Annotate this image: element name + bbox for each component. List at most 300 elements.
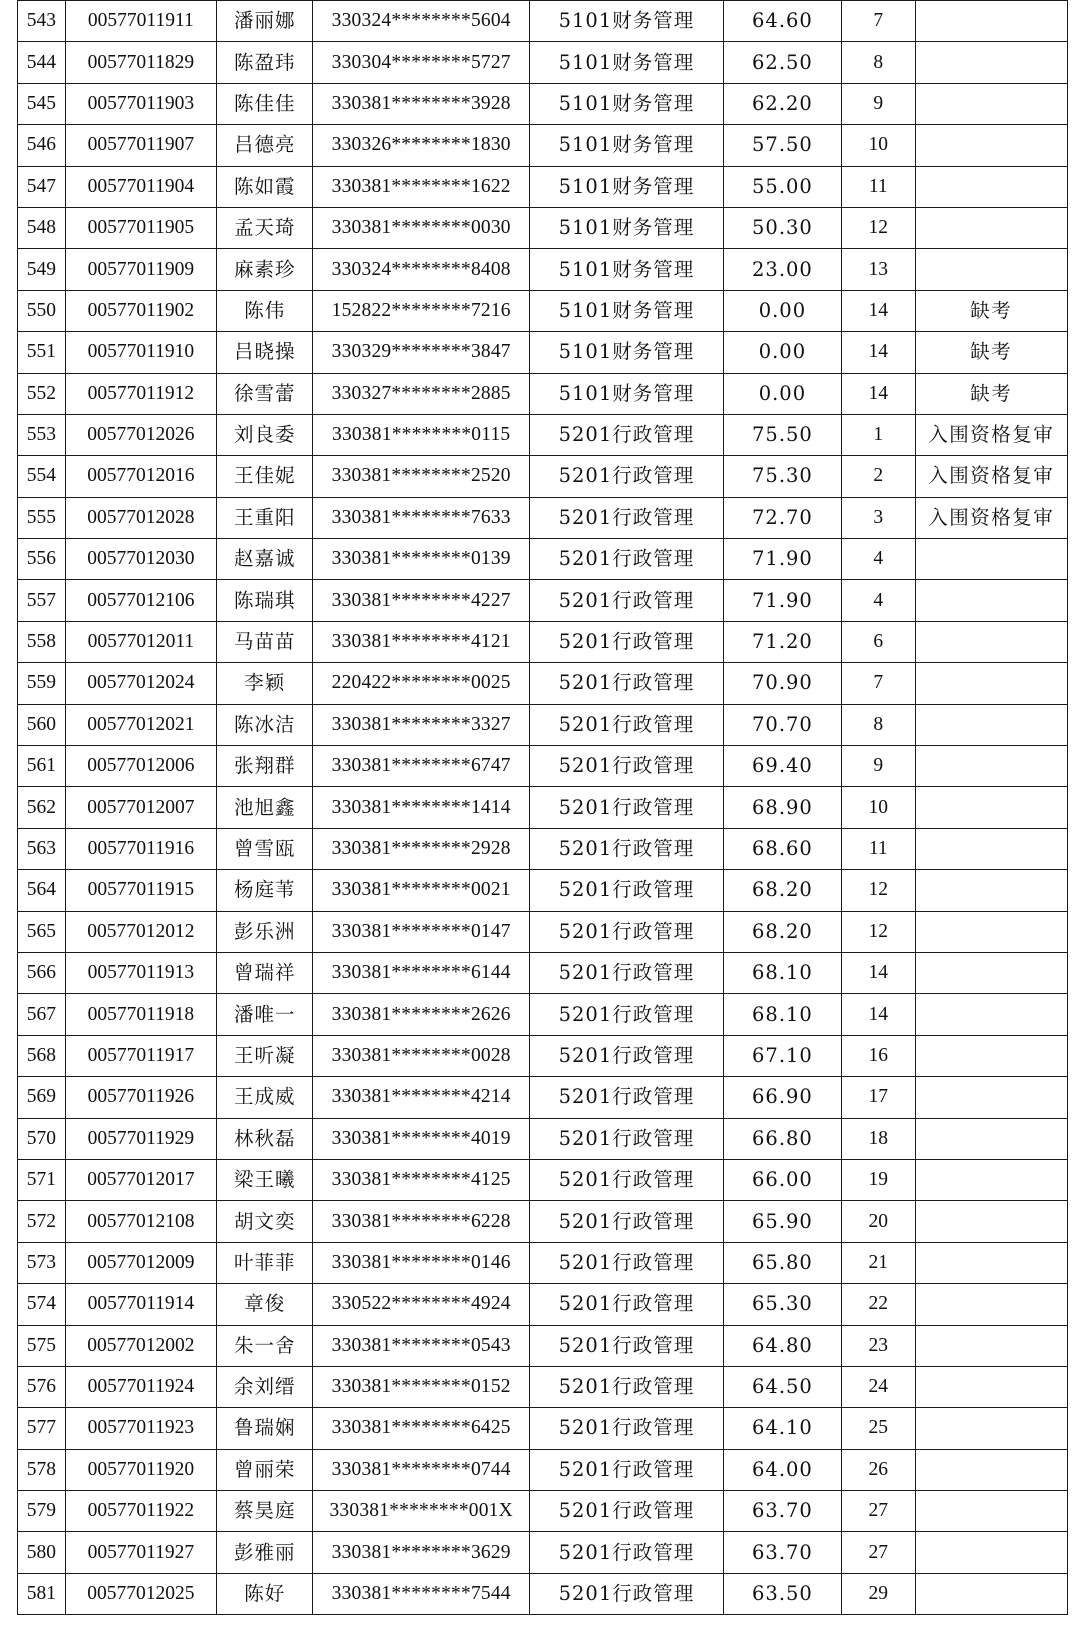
- seq-cell: 578: [18, 1449, 66, 1490]
- seq-cell: 562: [18, 787, 66, 828]
- rank-cell: 26: [842, 1449, 916, 1490]
- seq-cell: 549: [18, 249, 66, 290]
- ticket-number-cell: 00577011914: [65, 1284, 216, 1325]
- rank-cell: 29: [842, 1573, 916, 1614]
- id-number-cell: 330381********2928: [313, 828, 530, 869]
- name-cell: 彭乐洲: [217, 911, 313, 952]
- note-cell: [915, 787, 1067, 828]
- ticket-number-cell: 00577011922: [65, 1491, 216, 1532]
- score-cell: 67.10: [723, 1035, 841, 1076]
- table-row: [18, 911, 1068, 952]
- post-cell: 5201行政管理: [530, 497, 724, 538]
- score-cell: 65.90: [723, 1201, 841, 1242]
- name-cell: 潘唯一: [217, 994, 313, 1035]
- name-cell: 陈瑞琪: [217, 580, 313, 621]
- post-cell: 5201行政管理: [530, 1366, 724, 1407]
- post-cell: 5201行政管理: [530, 1491, 724, 1532]
- seq-cell: 573: [18, 1242, 66, 1283]
- seq-cell: 558: [18, 621, 66, 662]
- id-number-cell: 330381********0028: [313, 1035, 530, 1076]
- ticket-number-cell: 00577011924: [65, 1366, 216, 1407]
- seq-cell: 577: [18, 1408, 66, 1449]
- name-cell: 吕晓操: [217, 332, 313, 373]
- id-number-cell: 330381********0139: [313, 539, 530, 580]
- note-cell: [915, 994, 1067, 1035]
- score-cell: 70.90: [723, 663, 841, 704]
- score-cell: 68.20: [723, 870, 841, 911]
- id-number-cell: 330324********5604: [313, 1, 530, 42]
- name-cell: 胡文奕: [217, 1201, 313, 1242]
- ticket-number-cell: 00577011926: [65, 1077, 216, 1118]
- name-cell: 王重阳: [217, 497, 313, 538]
- post-cell: 5201行政管理: [530, 580, 724, 621]
- score-cell: 68.10: [723, 994, 841, 1035]
- seq-cell: 550: [18, 290, 66, 331]
- ticket-number-cell: 00577012030: [65, 539, 216, 580]
- rank-cell: 9: [842, 83, 916, 124]
- name-cell: 陈伟: [217, 290, 313, 331]
- rank-cell: 1: [842, 414, 916, 455]
- post-cell: 5101财务管理: [530, 125, 724, 166]
- ticket-number-cell: 00577011907: [65, 125, 216, 166]
- note-cell: 入围资格复审: [915, 456, 1067, 497]
- table-row: [18, 1284, 1068, 1325]
- name-cell: 陈佳佳: [217, 83, 313, 124]
- note-cell: [915, 828, 1067, 869]
- ticket-number-cell: 00577012009: [65, 1242, 216, 1283]
- table-row: [18, 332, 1068, 373]
- post-cell: 5201行政管理: [530, 952, 724, 993]
- id-number-cell: 330381********4121: [313, 621, 530, 662]
- score-cell: 63.50: [723, 1573, 841, 1614]
- id-number-cell: 330381********0115: [313, 414, 530, 455]
- table-row: [18, 497, 1068, 538]
- score-cell: 65.80: [723, 1242, 841, 1283]
- score-cell: 68.20: [723, 911, 841, 952]
- results-sheet: [17, 0, 1068, 1615]
- id-number-cell: 330381********6228: [313, 1201, 530, 1242]
- name-cell: 刘良委: [217, 414, 313, 455]
- seq-cell: 567: [18, 994, 66, 1035]
- post-cell: 5201行政管理: [530, 621, 724, 662]
- id-number-cell: 330381********1414: [313, 787, 530, 828]
- note-cell: [915, 1491, 1067, 1532]
- table-row: [18, 166, 1068, 207]
- rank-cell: 7: [842, 663, 916, 704]
- table-row: [18, 539, 1068, 580]
- table-row: [18, 1449, 1068, 1490]
- post-cell: 5201行政管理: [530, 1325, 724, 1366]
- note-cell: [915, 1, 1067, 42]
- note-cell: [915, 1532, 1067, 1573]
- score-cell: 62.20: [723, 83, 841, 124]
- name-cell: 梁王曦: [217, 1159, 313, 1200]
- name-cell: 王佳妮: [217, 456, 313, 497]
- table-row: [18, 1532, 1068, 1573]
- post-cell: 5101财务管理: [530, 290, 724, 331]
- score-cell: 68.10: [723, 952, 841, 993]
- rank-cell: 22: [842, 1284, 916, 1325]
- table-row: [18, 83, 1068, 124]
- post-cell: 5201行政管理: [530, 1077, 724, 1118]
- score-cell: 71.90: [723, 539, 841, 580]
- post-cell: 5101财务管理: [530, 42, 724, 83]
- note-cell: 入围资格复审: [915, 497, 1067, 538]
- seq-cell: 555: [18, 497, 66, 538]
- ticket-number-cell: 00577011905: [65, 207, 216, 248]
- post-cell: 5101财务管理: [530, 332, 724, 373]
- table-row: [18, 746, 1068, 787]
- name-cell: 彭雅丽: [217, 1532, 313, 1573]
- rank-cell: 21: [842, 1242, 916, 1283]
- ticket-number-cell: 00577011913: [65, 952, 216, 993]
- table-row: [18, 1242, 1068, 1283]
- id-number-cell: 330381********0744: [313, 1449, 530, 1490]
- note-cell: [915, 1159, 1067, 1200]
- note-cell: [915, 1449, 1067, 1490]
- name-cell: 马苗苗: [217, 621, 313, 662]
- post-cell: 5101财务管理: [530, 83, 724, 124]
- rank-cell: 10: [842, 125, 916, 166]
- post-cell: 5201行政管理: [530, 787, 724, 828]
- seq-cell: 576: [18, 1366, 66, 1407]
- note-cell: [915, 1077, 1067, 1118]
- note-cell: [915, 249, 1067, 290]
- id-number-cell: 330324********8408: [313, 249, 530, 290]
- id-number-cell: 330381********2626: [313, 994, 530, 1035]
- id-number-cell: 330381********6747: [313, 746, 530, 787]
- note-cell: [915, 621, 1067, 662]
- note-cell: [915, 1366, 1067, 1407]
- table-row: [18, 704, 1068, 745]
- rank-cell: 12: [842, 911, 916, 952]
- name-cell: 潘丽娜: [217, 1, 313, 42]
- post-cell: 5201行政管理: [530, 746, 724, 787]
- id-number-cell: 330381********3327: [313, 704, 530, 745]
- ticket-number-cell: 00577011915: [65, 870, 216, 911]
- table-row: [18, 373, 1068, 414]
- table-row: [18, 207, 1068, 248]
- note-cell: [915, 1408, 1067, 1449]
- id-number-cell: 330381********1622: [313, 166, 530, 207]
- seq-cell: 547: [18, 166, 66, 207]
- rank-cell: 8: [842, 42, 916, 83]
- id-number-cell: 152822********7216: [313, 290, 530, 331]
- score-cell: 68.60: [723, 828, 841, 869]
- note-cell: 入围资格复审: [915, 414, 1067, 455]
- table-row: [18, 125, 1068, 166]
- rank-cell: 27: [842, 1491, 916, 1532]
- id-number-cell: 330381********0147: [313, 911, 530, 952]
- table-row: [18, 952, 1068, 993]
- score-cell: 23.00: [723, 249, 841, 290]
- name-cell: 蔡昊庭: [217, 1491, 313, 1532]
- score-cell: 75.30: [723, 456, 841, 497]
- id-number-cell: 220422********0025: [313, 663, 530, 704]
- ticket-number-cell: 00577011911: [65, 1, 216, 42]
- table-row: [18, 249, 1068, 290]
- table-row: [18, 1077, 1068, 1118]
- score-cell: 62.50: [723, 42, 841, 83]
- rank-cell: 2: [842, 456, 916, 497]
- rank-cell: 16: [842, 1035, 916, 1076]
- note-cell: [915, 83, 1067, 124]
- ticket-number-cell: 00577012106: [65, 580, 216, 621]
- post-cell: 5201行政管理: [530, 663, 724, 704]
- seq-cell: 581: [18, 1573, 66, 1614]
- name-cell: 叶菲菲: [217, 1242, 313, 1283]
- table-row: [18, 1118, 1068, 1159]
- seq-cell: 569: [18, 1077, 66, 1118]
- ticket-number-cell: 00577012024: [65, 663, 216, 704]
- rank-cell: 17: [842, 1077, 916, 1118]
- score-cell: 65.30: [723, 1284, 841, 1325]
- rank-cell: 10: [842, 787, 916, 828]
- ticket-number-cell: 00577011916: [65, 828, 216, 869]
- score-table: [17, 0, 1068, 1615]
- ticket-number-cell: 00577012012: [65, 911, 216, 952]
- score-cell: 0.00: [723, 373, 841, 414]
- score-cell: 71.90: [723, 580, 841, 621]
- score-cell: 72.70: [723, 497, 841, 538]
- rank-cell: 4: [842, 580, 916, 621]
- note-cell: [915, 166, 1067, 207]
- rank-cell: 24: [842, 1366, 916, 1407]
- ticket-number-cell: 00577011917: [65, 1035, 216, 1076]
- post-cell: 5201行政管理: [530, 1408, 724, 1449]
- score-cell: 64.60: [723, 1, 841, 42]
- table-row: [18, 787, 1068, 828]
- score-cell: 64.80: [723, 1325, 841, 1366]
- table-row: [18, 1573, 1068, 1614]
- ticket-number-cell: 00577011912: [65, 373, 216, 414]
- note-cell: [915, 870, 1067, 911]
- seq-cell: 572: [18, 1201, 66, 1242]
- rank-cell: 12: [842, 207, 916, 248]
- rank-cell: 27: [842, 1532, 916, 1573]
- table-row: [18, 456, 1068, 497]
- score-cell: 75.50: [723, 414, 841, 455]
- table-row: [18, 621, 1068, 662]
- name-cell: 徐雪蕾: [217, 373, 313, 414]
- id-number-cell: 330381********4214: [313, 1077, 530, 1118]
- table-row: [18, 42, 1068, 83]
- table-row: [18, 1325, 1068, 1366]
- ticket-number-cell: 00577011920: [65, 1449, 216, 1490]
- rank-cell: 25: [842, 1408, 916, 1449]
- score-cell: 64.10: [723, 1408, 841, 1449]
- post-cell: 5201行政管理: [530, 1284, 724, 1325]
- note-cell: [915, 704, 1067, 745]
- name-cell: 赵嘉诚: [217, 539, 313, 580]
- post-cell: 5101财务管理: [530, 1, 724, 42]
- id-number-cell: 330381********4019: [313, 1118, 530, 1159]
- rank-cell: 6: [842, 621, 916, 662]
- rank-cell: 19: [842, 1159, 916, 1200]
- rank-cell: 4: [842, 539, 916, 580]
- table-row: [18, 663, 1068, 704]
- name-cell: 孟天琦: [217, 207, 313, 248]
- ticket-number-cell: 00577012011: [65, 621, 216, 662]
- seq-cell: 566: [18, 952, 66, 993]
- ticket-number-cell: 00577012017: [65, 1159, 216, 1200]
- ticket-number-cell: 00577012006: [65, 746, 216, 787]
- score-cell: 0.00: [723, 332, 841, 373]
- table-row: [18, 1, 1068, 42]
- rank-cell: 14: [842, 332, 916, 373]
- score-cell: 66.90: [723, 1077, 841, 1118]
- seq-cell: 557: [18, 580, 66, 621]
- note-cell: [915, 1242, 1067, 1283]
- table-row: [18, 1491, 1068, 1532]
- table-row: [18, 828, 1068, 869]
- seq-cell: 561: [18, 746, 66, 787]
- rank-cell: 7: [842, 1, 916, 42]
- id-number-cell: 330381********2520: [313, 456, 530, 497]
- seq-cell: 554: [18, 456, 66, 497]
- post-cell: 5201行政管理: [530, 1159, 724, 1200]
- name-cell: 陈盈玮: [217, 42, 313, 83]
- post-cell: 5201行政管理: [530, 870, 724, 911]
- post-cell: 5201行政管理: [530, 1573, 724, 1614]
- note-cell: [915, 952, 1067, 993]
- ticket-number-cell: 00577012026: [65, 414, 216, 455]
- score-cell: 70.70: [723, 704, 841, 745]
- post-cell: 5201行政管理: [530, 1242, 724, 1283]
- seq-cell: 544: [18, 42, 66, 83]
- ticket-number-cell: 00577011903: [65, 83, 216, 124]
- score-cell: 66.80: [723, 1118, 841, 1159]
- seq-cell: 574: [18, 1284, 66, 1325]
- rank-cell: 3: [842, 497, 916, 538]
- ticket-number-cell: 00577011829: [65, 42, 216, 83]
- id-number-cell: 330381********3928: [313, 83, 530, 124]
- ticket-number-cell: 00577012002: [65, 1325, 216, 1366]
- name-cell: 陈冰洁: [217, 704, 313, 745]
- post-cell: 5201行政管理: [530, 414, 724, 455]
- post-cell: 5201行政管理: [530, 704, 724, 745]
- id-number-cell: 330381********001X: [313, 1491, 530, 1532]
- post-cell: 5201行政管理: [530, 456, 724, 497]
- table-row: [18, 1035, 1068, 1076]
- seq-cell: 556: [18, 539, 66, 580]
- id-number-cell: 330304********5727: [313, 42, 530, 83]
- name-cell: 陈好: [217, 1573, 313, 1614]
- score-cell: 64.50: [723, 1366, 841, 1407]
- post-cell: 5201行政管理: [530, 1449, 724, 1490]
- score-cell: 63.70: [723, 1532, 841, 1573]
- ticket-number-cell: 00577012025: [65, 1573, 216, 1614]
- score-cell: 63.70: [723, 1491, 841, 1532]
- id-number-cell: 330381********6144: [313, 952, 530, 993]
- note-cell: [915, 1573, 1067, 1614]
- score-cell: 55.00: [723, 166, 841, 207]
- score-cell: 64.00: [723, 1449, 841, 1490]
- table-row: [18, 1201, 1068, 1242]
- id-number-cell: 330381********7544: [313, 1573, 530, 1614]
- note-cell: [915, 1325, 1067, 1366]
- note-cell: [915, 42, 1067, 83]
- seq-cell: 570: [18, 1118, 66, 1159]
- seq-cell: 545: [18, 83, 66, 124]
- seq-cell: 564: [18, 870, 66, 911]
- seq-cell: 559: [18, 663, 66, 704]
- post-cell: 5201行政管理: [530, 911, 724, 952]
- id-number-cell: 330381********7633: [313, 497, 530, 538]
- name-cell: 鲁瑞娴: [217, 1408, 313, 1449]
- note-cell: 缺考: [915, 373, 1067, 414]
- score-cell: 50.30: [723, 207, 841, 248]
- rank-cell: 20: [842, 1201, 916, 1242]
- table-row: [18, 1408, 1068, 1449]
- rank-cell: 8: [842, 704, 916, 745]
- name-cell: 曾瑞祥: [217, 952, 313, 993]
- note-cell: [915, 911, 1067, 952]
- table-row: [18, 414, 1068, 455]
- score-cell: 57.50: [723, 125, 841, 166]
- rank-cell: 11: [842, 828, 916, 869]
- id-number-cell: 330381********4125: [313, 1159, 530, 1200]
- seq-cell: 575: [18, 1325, 66, 1366]
- table-row: [18, 580, 1068, 621]
- ticket-number-cell: 00577012028: [65, 497, 216, 538]
- table-row: [18, 1159, 1068, 1200]
- rank-cell: 12: [842, 870, 916, 911]
- rank-cell: 14: [842, 952, 916, 993]
- seq-cell: 551: [18, 332, 66, 373]
- ticket-number-cell: 00577011904: [65, 166, 216, 207]
- seq-cell: 571: [18, 1159, 66, 1200]
- note-cell: [915, 1035, 1067, 1076]
- name-cell: 李颖: [217, 663, 313, 704]
- name-cell: 章俊: [217, 1284, 313, 1325]
- ticket-number-cell: 00577012007: [65, 787, 216, 828]
- ticket-number-cell: 00577011929: [65, 1118, 216, 1159]
- ticket-number-cell: 00577011910: [65, 332, 216, 373]
- name-cell: 吕德亮: [217, 125, 313, 166]
- seq-cell: 580: [18, 1532, 66, 1573]
- table-body: [18, 1, 1068, 1615]
- note-cell: [915, 1284, 1067, 1325]
- seq-cell: 579: [18, 1491, 66, 1532]
- note-cell: [915, 125, 1067, 166]
- table-row: [18, 870, 1068, 911]
- name-cell: 林秋磊: [217, 1118, 313, 1159]
- score-cell: 71.20: [723, 621, 841, 662]
- name-cell: 曾丽荣: [217, 1449, 313, 1490]
- ticket-number-cell: 00577012021: [65, 704, 216, 745]
- table-row: [18, 1366, 1068, 1407]
- post-cell: 5201行政管理: [530, 539, 724, 580]
- id-number-cell: 330381********0021: [313, 870, 530, 911]
- rank-cell: 14: [842, 373, 916, 414]
- rank-cell: 18: [842, 1118, 916, 1159]
- seq-cell: 543: [18, 1, 66, 42]
- id-number-cell: 330381********6425: [313, 1408, 530, 1449]
- note-cell: [915, 663, 1067, 704]
- rank-cell: 11: [842, 166, 916, 207]
- ticket-number-cell: 00577012108: [65, 1201, 216, 1242]
- post-cell: 5201行政管理: [530, 1118, 724, 1159]
- table-row: [18, 994, 1068, 1035]
- score-cell: 0.00: [723, 290, 841, 331]
- seq-cell: 552: [18, 373, 66, 414]
- rank-cell: 14: [842, 290, 916, 331]
- id-number-cell: 330327********2885: [313, 373, 530, 414]
- note-cell: [915, 1201, 1067, 1242]
- post-cell: 5201行政管理: [530, 1532, 724, 1573]
- id-number-cell: 330381********0152: [313, 1366, 530, 1407]
